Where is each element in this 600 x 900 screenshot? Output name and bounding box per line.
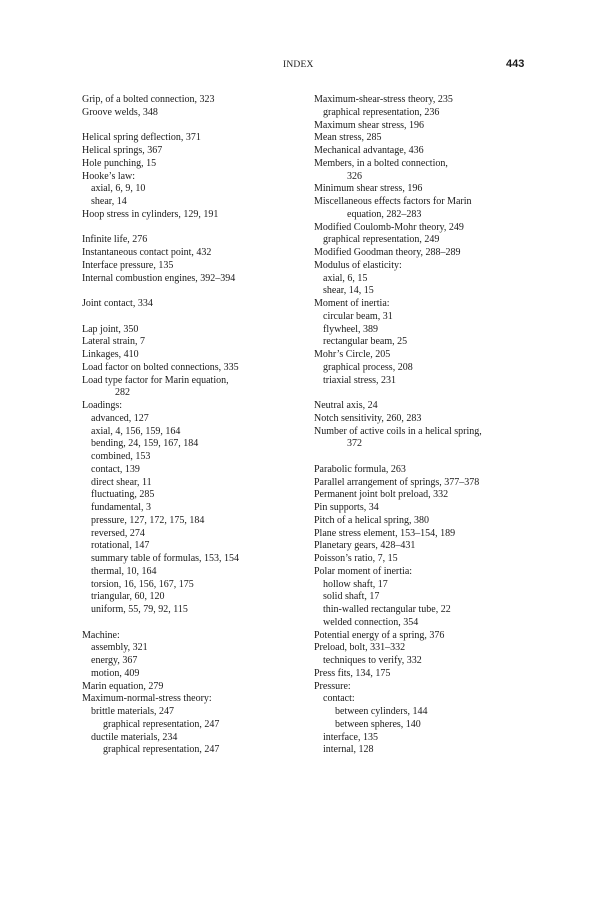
index-subentry: solid shaft, 17 <box>323 591 380 603</box>
index-entry: Poisson’s ratio, 7, 15 <box>314 553 398 564</box>
index-entry: Maximum shear stress, 196 <box>314 119 424 131</box>
index-subentry: reversed, 274 <box>91 527 145 539</box>
index-entry: Joint contact, 334 <box>82 298 153 309</box>
index-entry-continuation: 326 <box>347 170 362 182</box>
running-title: INDEX <box>283 60 314 70</box>
letter-group-gap <box>82 311 297 324</box>
index-subentry: rotational, 147 <box>91 540 150 552</box>
index-entry-continuation: 282 <box>115 387 130 399</box>
index-subentry: circular beam, 31 <box>323 310 393 322</box>
index-entry: Helical springs, 367 <box>82 145 163 156</box>
index-entry: Load type factor for Marin equation, <box>82 374 229 386</box>
index-entry: Hooke’s law: <box>82 170 136 182</box>
index-entry: Permanent joint bolt preload, 332 <box>314 489 449 501</box>
index-subentry: ductile materials, 234 <box>91 731 178 743</box>
index-entry: Maximum-shear-stress theory, 235 <box>314 94 453 105</box>
index-subentry: graphical representation, 247 <box>103 744 220 756</box>
index-entry: Number of active coils in a helical spring, <box>314 425 482 437</box>
index-entry: Hoop stress in cylinders, 129, 191 <box>82 208 219 220</box>
index-subentry: hollow shaft, 17 <box>323 578 388 590</box>
index-entry: Groove welds, 348 <box>82 106 158 118</box>
index-subentry: bending, 24, 159, 167, 184 <box>91 438 199 450</box>
index-entry: Plane stress element, 153–154, 189 <box>314 527 456 539</box>
index-subentry: flywheel, 389 <box>323 323 378 335</box>
page-header <box>0 58 600 74</box>
index-subentry: fundamental, 3 <box>91 502 151 513</box>
index-subentry: contact, 139 <box>91 463 140 475</box>
index-subentry: welded connection, 354 <box>323 616 419 628</box>
index-subentry: internal, 128 <box>323 744 374 756</box>
index-entry: Infinite life, 276 <box>82 234 148 246</box>
index-subentry: fluctuating, 285 <box>91 489 155 501</box>
letter-group-gap <box>314 387 529 400</box>
index-subentry: thermal, 10, 164 <box>91 565 157 577</box>
index-subentry: axial, 4, 156, 159, 164 <box>91 425 181 437</box>
index-entry-continuation: 372 <box>347 438 362 450</box>
index-entry: Press fits, 134, 175 <box>314 667 391 679</box>
index-entry: Pressure: <box>314 680 351 692</box>
index-entry: Notch sensitivity, 260, 283 <box>314 412 422 424</box>
index-subentry: axial, 6, 9, 10 <box>91 183 146 195</box>
index-entry: Modulus of elasticity: <box>314 259 402 271</box>
index-entry: Pitch of a helical spring, 380 <box>314 514 429 526</box>
index-entry: Helical spring deflection, 371 <box>82 132 201 144</box>
index-entry: Grip, of a bolted connection, 323 <box>82 94 215 105</box>
letter-group-gap <box>82 222 297 235</box>
letter-group-gap <box>314 451 529 464</box>
index-subentry: rectangular beam, 25 <box>323 336 408 348</box>
index-entry: Polar moment of inertia: <box>314 565 413 577</box>
index-entry: Internal combustion engines, 392–394 <box>82 272 236 284</box>
index-subentry: torsion, 16, 156, 167, 175 <box>91 578 194 590</box>
index-entry: Linkages, 410 <box>82 349 139 360</box>
index-subentry: between spheres, 140 <box>335 718 421 730</box>
index-entry: Lateral strain, 7 <box>82 336 146 348</box>
index-entry: Maximum-normal-stress theory: <box>82 693 212 705</box>
index-subentry: graphical representation, 236 <box>323 106 440 118</box>
index-entry-continuation: equation, 282–283 <box>347 208 422 220</box>
index-subentry: summary table of formulas, 153, 154 <box>91 553 240 564</box>
index-subentry: motion, 409 <box>91 667 140 679</box>
index-subentry: graphical representation, 249 <box>323 234 440 246</box>
index-subentry: interface, 135 <box>323 731 378 743</box>
index-entry: Planetary gears, 428–431 <box>314 540 416 552</box>
index-column-left <box>82 94 297 757</box>
index-entry: Mohr’s Circle, 205 <box>314 349 391 360</box>
index-entry: Modified Coulomb-Mohr theory, 249 <box>314 221 464 233</box>
index-subentry: combined, 153 <box>91 451 151 462</box>
index-entry: Preload, bolt, 331–332 <box>314 642 406 654</box>
index-entry: Parabolic formula, 263 <box>314 463 406 475</box>
index-subentry: shear, 14, 15 <box>323 285 374 297</box>
index-subentry: axial, 6, 15 <box>323 272 368 284</box>
index-subentry: pressure, 127, 172, 175, 184 <box>91 514 205 526</box>
index-entry: Minimum shear stress, 196 <box>314 183 423 195</box>
index-entry: Members, in a bolted connection, <box>314 157 448 169</box>
letter-group-gap <box>82 120 297 133</box>
index-entry: Neutral axis, 24 <box>314 400 378 411</box>
index-subentry: direct shear, 11 <box>91 476 152 488</box>
letter-group-gap <box>82 285 297 298</box>
index-entry: Load factor on bolted connections, 335 <box>82 361 239 373</box>
index-subentry: graphical process, 208 <box>323 361 413 373</box>
index-subentry: energy, 367 <box>91 655 138 666</box>
index-entry: Potential energy of a spring, 376 <box>314 629 445 641</box>
index-entry: Mechanical advantage, 436 <box>314 145 424 156</box>
index-entry: Lap joint, 350 <box>82 323 139 335</box>
index-subentry: contact: <box>323 693 355 705</box>
index-entry: Marin equation, 279 <box>82 680 164 692</box>
index-subentry: advanced, 127 <box>91 412 149 424</box>
index-subentry: graphical representation, 247 <box>103 718 220 730</box>
index-subentry: triangular, 60, 120 <box>91 591 165 603</box>
index-entry: Pin supports, 34 <box>314 502 379 513</box>
index-entry: Instantaneous contact point, 432 <box>82 247 212 258</box>
index-column-right <box>314 94 529 757</box>
index-subentry: brittle materials, 247 <box>91 706 175 717</box>
page-number: 443 <box>506 58 525 70</box>
index-subentry: techniques to verify, 332 <box>323 655 422 666</box>
index-entry: Modified Goodman theory, 288–289 <box>314 247 461 258</box>
index-entry: Miscellaneous effects factors for Marin <box>314 196 472 207</box>
index-entry: Loadings: <box>82 400 122 411</box>
index-subentry: between cylinders, 144 <box>335 706 428 717</box>
index-entry: Hole punching, 15 <box>82 157 157 169</box>
index-subentry: uniform, 55, 79, 92, 115 <box>91 604 188 615</box>
index-subentry: shear, 14 <box>91 196 127 207</box>
index-entry: Parallel arrangement of springs, 377–378 <box>314 476 480 488</box>
index-subentry: triaxial stress, 231 <box>323 374 397 386</box>
index-entry: Machine: <box>82 629 120 641</box>
index-subentry: thin-walled rectangular tube, 22 <box>323 604 451 615</box>
index-entry: Interface pressure, 135 <box>82 259 174 271</box>
index-subentry: assembly, 321 <box>91 642 148 654</box>
index-entry: Moment of inertia: <box>314 298 390 309</box>
letter-group-gap <box>82 617 297 630</box>
index-entry: Mean stress, 285 <box>314 132 382 144</box>
